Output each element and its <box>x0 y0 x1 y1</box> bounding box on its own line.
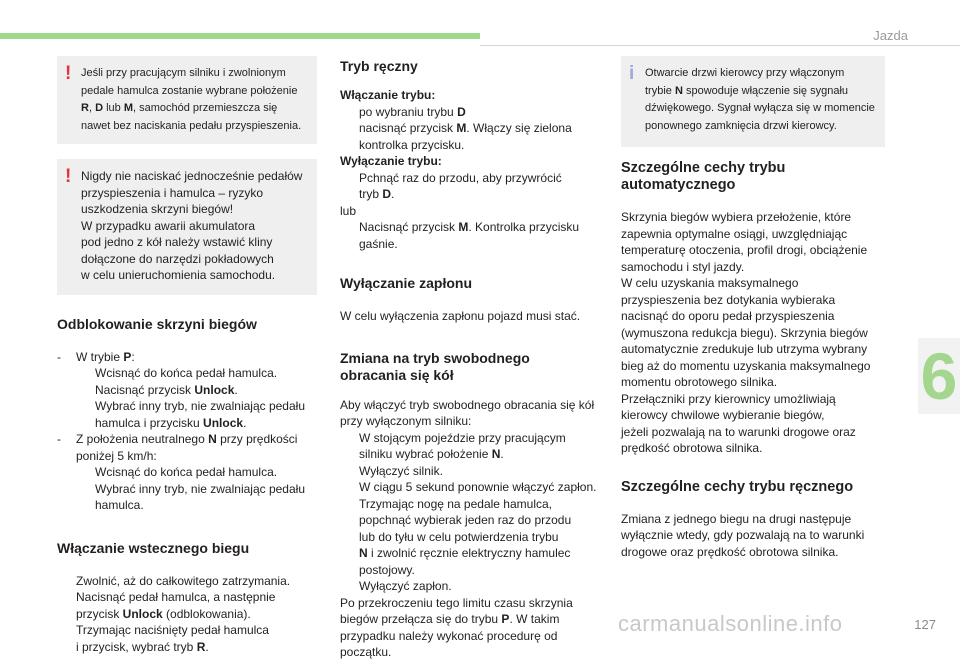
freewheel-intro: Aby włączyć tryb swobodnego obracania się kół przy wyłączonym silniku: <box>340 397 595 428</box>
text-line: W celu uzyskania maksymalnego <box>621 276 799 290</box>
list-item: Wyłączyć zapłon. <box>359 579 452 593</box>
text-line: przyspieszenia bez dotykania wybieraka <box>621 292 836 307</box>
warning-line: Nigdy nie naciskać jednocześnie pedałów <box>81 169 303 183</box>
or-text: lub <box>340 203 357 218</box>
automatic-text <box>621 209 885 457</box>
reverse-steps <box>57 573 317 656</box>
mode-on-steps <box>340 104 602 154</box>
sub-list <box>76 464 317 514</box>
warning-notice-gear-selection <box>57 56 317 144</box>
section-heading-ignition-off: Wyłączanie zapłonu <box>340 275 472 291</box>
text-line: nacisnąć do oporu pedał przyspieszenia <box>621 309 835 323</box>
chapter-number: 6 <box>920 339 958 413</box>
freewheel-outro: Po przekroczeniu tego limitu czasu skrzynia biegów przełącza się do trybu P. W takim przypadku należy wykonać procedurę od początku. <box>340 595 573 659</box>
text-line: samochodu i styl jazdy. <box>621 259 745 274</box>
chapter-tab <box>918 338 960 414</box>
text-line: wyłącznie wtedy, gdy pozwalają na to warunki <box>621 528 865 542</box>
ignition-text: W celu wyłączenia zapłonu pojazd musi stać. <box>340 309 581 323</box>
info-line: Otwarcie drzwi kierowcy przy włączonym <box>645 67 845 79</box>
section-heading-reverse: Włączanie wstecznego biegu <box>57 539 250 556</box>
label-mode-on: Włączanie trybu: <box>340 88 436 102</box>
list-item: Nacisnąć przycisk Unlock. <box>95 382 238 397</box>
list-item: Nacisnąć przycisk M. Kontrolka przycisku gaśnie. <box>359 220 580 251</box>
unlock-steps <box>57 349 317 514</box>
list-item: Trzymając naciśnięty pedał hamulca i przycisk, wybrać tryb R. <box>76 623 269 654</box>
info-icon: i <box>629 63 635 84</box>
section-heading-automatic: Szczególne cechy trybu automatycznego <box>621 160 786 193</box>
text-line: kierowcy chwilowe wybieranie biegów, <box>621 408 825 422</box>
list-item: - W trybie P: Wcisnąć do końca pedał hamulca. Nacisnąć przycisk Unlock. Wybrać inny tryb, nie zwalniając pedału hamulca i przycisku Unlock. <box>57 349 317 432</box>
sub-list <box>76 365 317 431</box>
text-line: automatycznie zredukuje lub utrzyma wybrany <box>621 342 868 356</box>
text-line: Skrzynia biegów wybiera przełożenie, które <box>621 210 852 224</box>
column-left <box>57 56 317 655</box>
warning-line: w celu unieruchomienia samochodu. <box>81 268 276 282</box>
dash-bullet: - <box>57 349 61 364</box>
text-line: zapewnia optymalne osiągi, uwzględniając <box>621 226 848 241</box>
mode-off-steps-alt <box>340 219 602 252</box>
list-item: Wcisnąć do końca pedał hamulca. <box>95 465 278 479</box>
warning-line: R, D lub M, samochód przemieszcza się <box>81 102 278 114</box>
warning-line: uszkodzenia skrzyni biegów! <box>81 202 234 216</box>
list-item: W ciągu 5 sekund ponownie włączyć zapłon. <box>359 480 597 494</box>
warning-line: pod jedno z kół należy wstawić kliny <box>81 235 273 249</box>
list-item: - Z położenia neutralnego N przy prędkości poniżej 5 km/h: Wcisnąć do końca pedał hamulca. Wybrać inny tryb, nie zwalniając pedału hamulca. <box>57 431 317 514</box>
column-right <box>621 56 885 560</box>
page-number: 127 <box>914 617 936 632</box>
text-line: prędkość obrotowa silnika. <box>621 441 763 455</box>
section-heading-manual-features: Szczególne cechy trybu ręcznego <box>621 478 854 495</box>
warning-icon: ! <box>65 166 72 187</box>
warning-line: Jeśli przy pracującym silniku i zwolnionym <box>81 67 286 79</box>
watermark: carmanualsonline.info <box>618 611 843 636</box>
warning-icon: ! <box>65 63 72 84</box>
info-notice-door <box>621 56 885 147</box>
warning-notice-pedals <box>57 159 317 295</box>
list-item: po wybraniu trybu D <box>359 104 466 119</box>
warning-line: pedale hamulca zostanie wybrane położenie <box>81 84 298 97</box>
list-item: Nacisnąć pedał hamulca, a następnie przycisk Unlock (odblokowania). <box>76 590 276 621</box>
list-item: Pchnąć raz do przodu, aby przywrócić tryb D. <box>359 170 562 201</box>
info-line: ponownego zamknięcia drzwi kierowcy. <box>645 119 837 132</box>
text-line: bieg aż do momentu uzyskania maksymalnego <box>621 358 871 373</box>
freewheel-steps <box>340 430 602 595</box>
dash-bullet: - <box>57 432 61 446</box>
list-item: Wyłączyć silnik. <box>359 463 443 478</box>
manual-features-text <box>621 511 885 561</box>
list-item: nacisnąć przycisk M. Włączy się zielona kontrolka przycisku. <box>359 121 572 152</box>
list-item: Trzymając nogę na pedale hamulca, popchnąć wybierak jeden raz do przodu lub do tyłu w celu potwierdzenia trybu N i zwolnić ręcznie elektryczny hamulec postojowy. <box>359 496 572 577</box>
text-line: momentu obrotowego silnika. <box>621 375 778 389</box>
info-line: dźwiękowego. Sygnał wyłącza się w momencie <box>645 102 875 114</box>
text-line: (wymuszona redukcja biegu). Skrzynia biegów <box>621 325 868 340</box>
header-rule <box>480 45 960 46</box>
header-accent-bar <box>0 33 480 39</box>
warning-line: przyspieszenia i hamulca – ryzyko <box>81 185 264 200</box>
text-line: drogowe oraz prędkość obrotowa silnika. <box>621 544 839 559</box>
text-line: Przełączniki przy kierownicy umożliwiają <box>621 391 836 406</box>
section-heading-manual-mode: Tryb ręczny <box>340 58 418 74</box>
mode-off-steps <box>340 170 602 203</box>
text-line: Zmiana z jednego biegu na drugi następuje <box>621 511 852 526</box>
list-item: Wcisnąć do końca pedał hamulca. <box>95 366 278 380</box>
list-item: Wybrać inny tryb, nie zwalniając pedału hamulca. <box>95 481 305 512</box>
section-heading-freewheel: Zmiana na tryb swobodnego obracania się kół <box>340 349 530 383</box>
list-item: Zwolnić, aż do całkowitego zatrzymania. <box>76 573 291 588</box>
label-mode-off: Wyłączanie trybu: <box>340 154 442 168</box>
list-item: W stojącym pojeździe przy pracującym silniku wybrać położenie N. <box>359 430 566 461</box>
column-middle <box>340 56 602 661</box>
section-heading-unlock: Odblokowanie skrzyni biegów <box>57 315 257 332</box>
warning-line: dołączone do narzędzi pokładowych <box>81 251 274 266</box>
warning-line: nawet bez naciskania pedału przyspieszenia. <box>81 119 302 132</box>
warning-line: W przypadku awarii akumulatora <box>81 218 256 233</box>
text-line: jeżeli pozwalają na to warunki drogowe oraz <box>621 424 856 439</box>
info-line: trybie N spowoduje włączenie się sygnału <box>645 84 849 97</box>
text-line: temperaturę otoczenia, profil drogi, obciążenie <box>621 243 868 257</box>
section-title: Jazda <box>873 28 908 43</box>
list-item: Wybrać inny tryb, nie zwalniając pedału hamulca i przycisku Unlock. <box>95 399 305 430</box>
